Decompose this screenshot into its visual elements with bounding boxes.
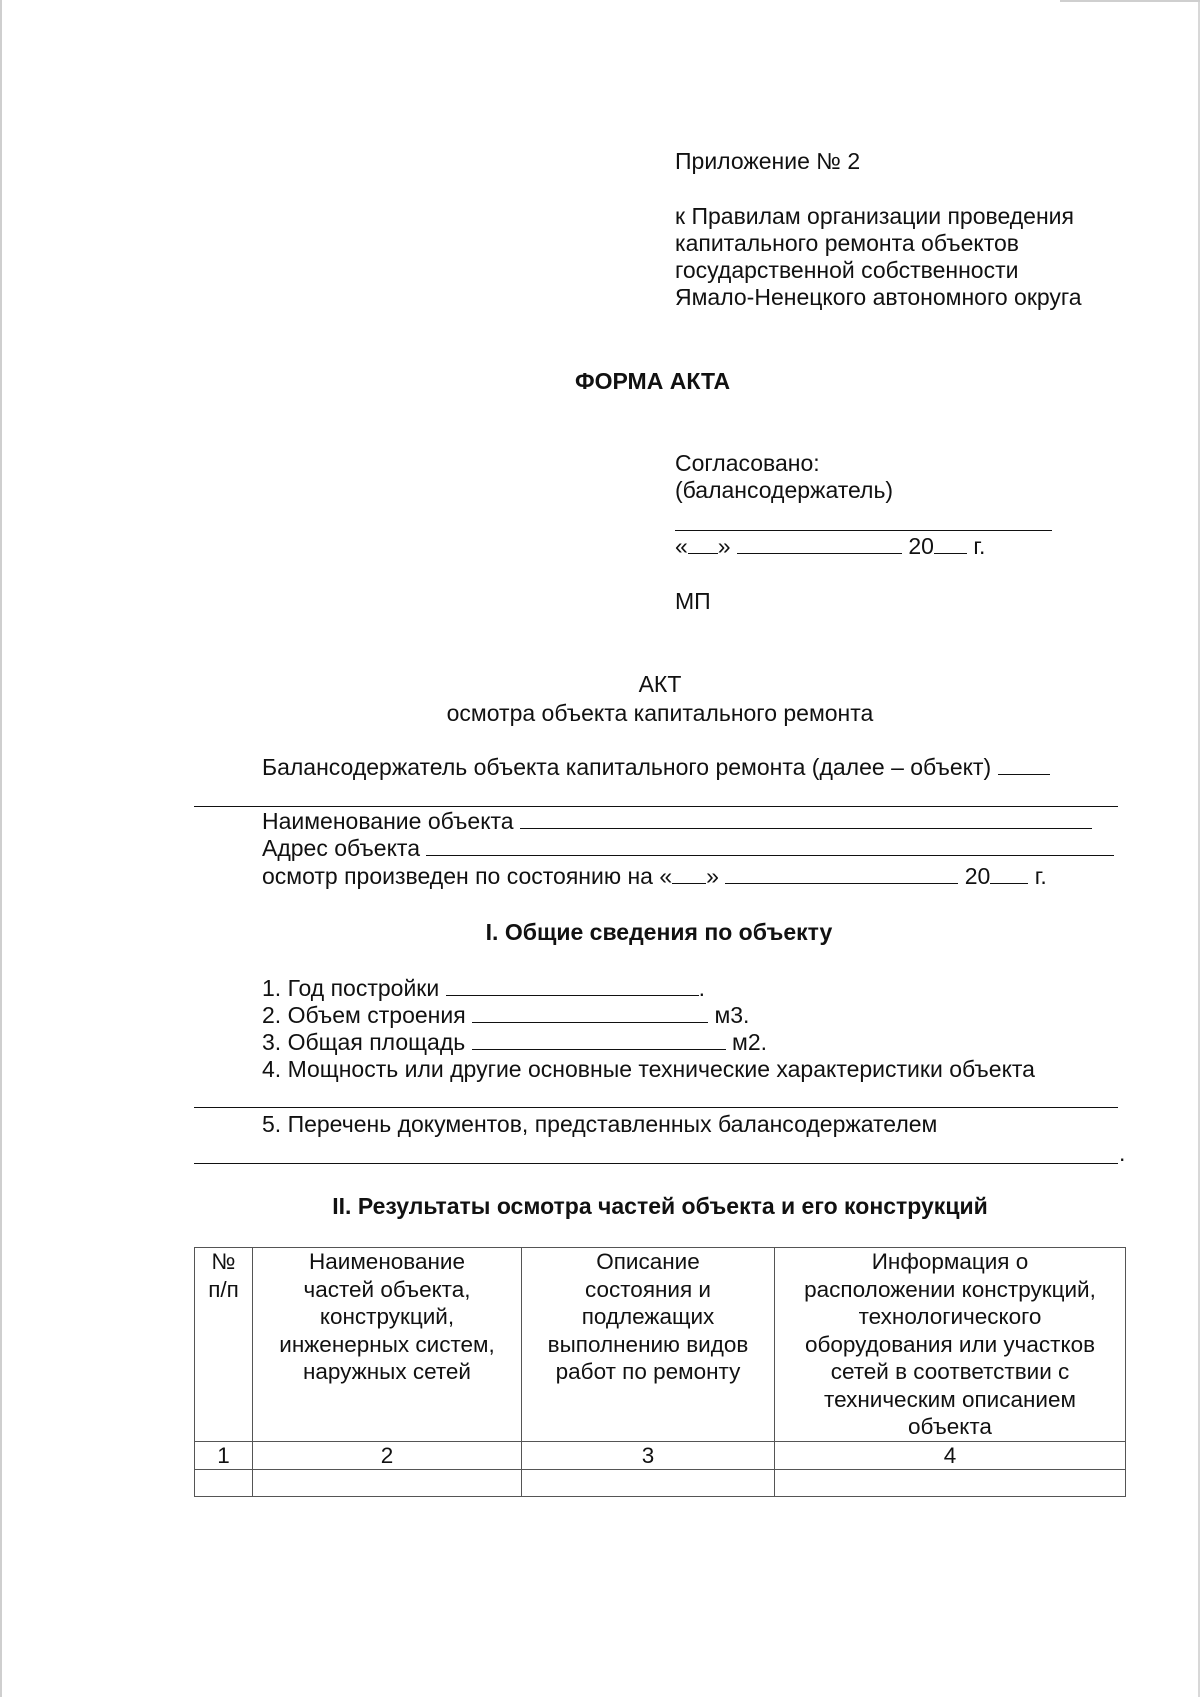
inspection-month-blank xyxy=(725,863,958,884)
header-line: конструкций, xyxy=(319,1304,455,1329)
header-line: наружных сетей xyxy=(302,1359,471,1384)
item-volume xyxy=(262,1002,749,1029)
date-close-quote: » xyxy=(717,533,731,559)
item-documents: 5. Перечень документов, представленных балансодержателем xyxy=(262,1111,938,1137)
header-line: объекта xyxy=(908,1414,992,1439)
header-line: п/п xyxy=(208,1276,239,1302)
item-area-label: 3. Общая площадь xyxy=(262,1029,466,1055)
header-line: Наименование xyxy=(309,1249,465,1274)
object-address-field xyxy=(262,835,1114,862)
empty-cell xyxy=(775,1470,1126,1497)
item-volume-label: 2. Объем строения xyxy=(262,1002,466,1028)
year-blank xyxy=(934,533,967,554)
stamp-label: МП xyxy=(675,588,711,614)
empty-cell xyxy=(522,1470,775,1497)
act-subtitle: осмотра объекта капитального ремонта xyxy=(446,700,874,726)
build-year-blank xyxy=(446,975,699,996)
header-description xyxy=(522,1248,775,1442)
documents-line xyxy=(194,1163,1118,1164)
approval-agreed: Согласовано: xyxy=(675,450,820,476)
header-line: расположении конструкций, xyxy=(804,1276,1096,1302)
header-line: сетей в соответствии с xyxy=(830,1359,1070,1384)
empty-cell xyxy=(195,1470,253,1497)
col-number-3: 3 xyxy=(522,1441,775,1470)
approval-signature-line xyxy=(675,530,1052,531)
header-parts xyxy=(253,1248,522,1442)
inspection-label: осмотр произведен по состоянию на « xyxy=(262,863,673,889)
appendix-line: Ямало-Ненецкого автономного округа xyxy=(675,284,1082,310)
object-address-blank xyxy=(426,835,1114,856)
approval-date xyxy=(675,533,985,560)
form-title: ФОРМА АКТА xyxy=(575,368,731,394)
year-prefix: 20 xyxy=(908,533,934,559)
holder-continuation-line xyxy=(194,806,1118,807)
month-blank xyxy=(737,533,902,554)
table-header-row xyxy=(195,1248,1126,1442)
table-empty-row xyxy=(195,1470,1126,1497)
inspection-close-quote: » xyxy=(706,863,719,889)
table-number-row xyxy=(195,1441,1126,1470)
inspection-year-blank xyxy=(990,863,1028,884)
results-table xyxy=(194,1247,1126,1497)
area-unit: м2. xyxy=(732,1029,768,1055)
inspection-year-prefix: 20 xyxy=(964,863,991,889)
item-build-year-label: 1. Год постройки xyxy=(262,975,440,1001)
header-number xyxy=(195,1248,253,1442)
appendix-line: к Правилам организации проведения xyxy=(675,203,1074,229)
appendix-title: Приложение № 2 xyxy=(675,148,861,174)
capacity-line xyxy=(194,1107,1118,1108)
header-location xyxy=(775,1248,1126,1442)
inspection-year-suffix: г. xyxy=(1034,863,1047,889)
holder-label: Балансодержатель объекта капитального ремонта (далее – объект) xyxy=(262,754,992,780)
documents-end: . xyxy=(1119,1140,1126,1166)
holder-blank xyxy=(998,754,1050,775)
page-edge-left xyxy=(0,0,2,1697)
header-line: техническим описанием xyxy=(824,1386,1076,1412)
volume-unit: м3. xyxy=(714,1002,750,1028)
header-line: выполнению видов xyxy=(547,1331,749,1357)
act-title: АКТ xyxy=(638,671,682,697)
header-line: подлежащих xyxy=(581,1304,715,1329)
col-number-4: 4 xyxy=(775,1441,1126,1470)
object-name-field xyxy=(262,808,1092,835)
inspection-day-blank xyxy=(672,863,706,884)
col-number-1: 1 xyxy=(195,1441,253,1470)
appendix-line: государственной собственности xyxy=(675,257,1019,283)
col-number-2: 2 xyxy=(253,1441,522,1470)
page-edge-top xyxy=(1060,0,1200,2)
item-capacity: 4. Мощность или другие основные технические характеристики объекта xyxy=(262,1056,1035,1082)
header-line: инженерных систем, xyxy=(279,1331,495,1357)
header-line: оборудования или участков xyxy=(804,1331,1096,1357)
item-build-year-end: . xyxy=(698,975,705,1001)
header-line: состояния и xyxy=(584,1276,711,1302)
approval-holder: (балансодержатель) xyxy=(675,477,894,503)
header-line: технологического xyxy=(858,1304,1042,1329)
object-address-label: Адрес объекта xyxy=(262,835,420,861)
date-open-quote: « xyxy=(675,533,688,559)
section2-heading: II. Результаты осмотра частей объекта и его конструкций xyxy=(332,1193,988,1219)
inspection-date-field xyxy=(262,863,1047,890)
object-name-blank xyxy=(520,808,1092,829)
appendix-line: капитального ремонта объектов xyxy=(675,230,1020,256)
header-line: № xyxy=(211,1249,236,1274)
header-line: работ по ремонту xyxy=(555,1359,741,1384)
year-suffix: г. xyxy=(973,533,986,559)
header-line: Информация о xyxy=(871,1249,1029,1274)
item-area xyxy=(262,1029,767,1056)
item-build-year xyxy=(262,975,705,1002)
day-blank xyxy=(688,533,718,554)
holder-field xyxy=(262,754,1050,781)
header-line: частей объекта, xyxy=(303,1276,471,1302)
area-blank xyxy=(472,1029,726,1050)
header-line: Описание xyxy=(596,1249,700,1274)
object-name-label: Наименование объекта xyxy=(262,808,514,834)
empty-cell xyxy=(253,1470,522,1497)
section1-heading: I. Общие сведения по объекту xyxy=(485,919,833,945)
volume-blank xyxy=(472,1002,708,1023)
